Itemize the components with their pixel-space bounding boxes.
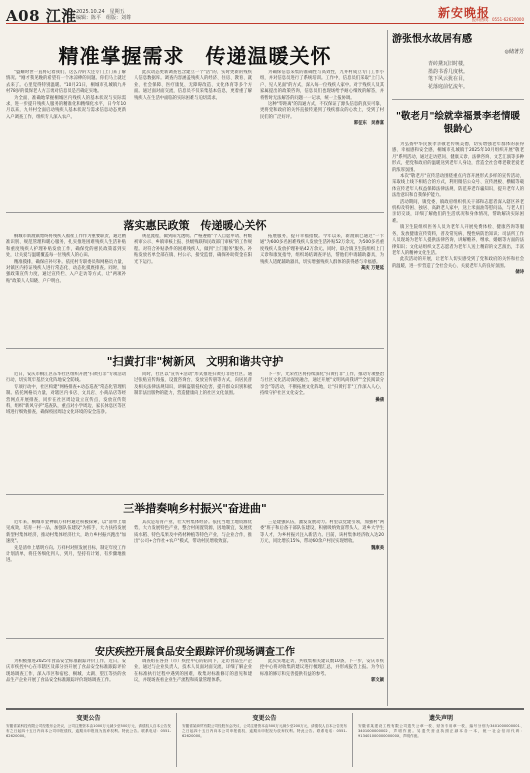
hotline: 报料热线：0551-62620000 [472, 17, 524, 22]
notice-band [6, 708, 524, 768]
paragraph: 其次是培育产业，壮大村集体经济。依托当地土地资源优势，大力发展特色产业，整合村闲置资源，因地制宜，发展优质水稻、特色瓜果及中药材种植等特色产业，与企业合作，推出"公司+合作社+农户"模式，带动村民增收致富。 [134, 520, 252, 545]
divider [6, 348, 384, 349]
article-4-col-1 [6, 520, 126, 634]
paragraph: 此次实地走访，共收集相关建议数10条，下一步，安庆市疾控中心将对收集的建议进行梳理汇总，并形成报告上报。为今后标准的修订和完善提供有益的参考。 [260, 659, 384, 677]
byline: 郭文颖 [371, 678, 384, 684]
notice-body: 安徽省某商贸有限公司经股东会决议，公司注册资本由500万元减少至200万元，请债权人自本公告发布之日起四十五日内向本公司申报债权，逾期未申报视为放弃权利。特此公告。联系电话：0551-62620000。 [182, 724, 347, 738]
notice-1 [6, 713, 171, 768]
paragraph: 下一步，光荣社区将持续深化"扫黄打非"工作，推动专项整治与社区文化活动深度融合，通过开展"文明风尚我讲""全民阅读分享会"等活动，不断拓展文化阵地，让"扫黄打非"工作深入人心，持续守护社区文化安全。 [260, 372, 384, 397]
poem-line: 花落庭前忆流年。 [428, 83, 469, 90]
article-4-col-2 [134, 520, 252, 634]
paragraph: 三是建强队伍，激发发展动力。村里以党建引领，加强村"两委"班子和后备干部队伍建设，积极吸纳致富带头人、返乡大学生等人才，为乡村振兴注入新活力。目前，该村集体经济收入达20万元，同比增长15%，带动60余户村民实现增收。 [260, 520, 384, 545]
poem-line: 青砖黛瓦旧时楼， [428, 61, 469, 67]
article-3-col-3 [260, 372, 384, 489]
poem-author: ◎储著芳 [504, 49, 524, 55]
column-separator [387, 30, 388, 706]
paragraph: 本次"敬老月"宣传活动围绕重点内容开展形式多样的宣传活动，采取线上线下相结合的方式，利用微信公众号、宣传展板、横幅等载体宣传老年人权益保障法律法规、防范养老诈骗知识，提升老年人的法治意识和自我保护能力。 [392, 174, 524, 199]
paragraph: 近日，安庆市桐江区东华社区组织开展"扫黄打非"专项活动行动，切实筑牢基层文化阵地安全防线。 [6, 372, 126, 384]
paragraph: 为弘扬中华民族孝亲敬老传统美德，切实增强老年群体的获得感、幸福感和安全感，桐城市孔城镇于2025年10月组织开展"敬老月"系列活动，通过走访慰问、健康义诊、法律咨询、文艺汇演等多种形式，把党和政府的温暖送到老年人身边，营造全社会尊老敬老爱老的浓厚氛围。 [392, 142, 524, 173]
byline: 魏康美 [371, 545, 384, 551]
divider [6, 638, 384, 639]
notice-title: 变更公告 [252, 715, 277, 722]
byline: 高庆 万楚延 [361, 266, 384, 272]
main-headline: 精准掌握需求 传递温暖关怀 [58, 44, 332, 68]
notice-body: 安徽省某建设工程有限公司遗失公章一枚、财务专用章一枚，编号分别为3401000000001、3401000000002，声明作废。另遗失营业执照正副本各一本，统一社会信用代码：91340100000000000X，声明作废。 [358, 724, 524, 738]
editor-line: 编辑：陈平 组版：刘尊 [76, 15, 132, 21]
paragraph: 此次活动的开展，让老年人切实感受到了党和政府的关怀和社会的温暖，进一步营造了全社会关心、关爱老年人的良好氛围。 [392, 257, 524, 269]
notice-3 [358, 713, 524, 768]
paragraph: 规范流程，做到阳光透明。严格遵循"个人自愿申请、村级初审公示、乡镇审核上报、县级残联和民政部门审核"的工作规程。对符合补贴条件的困难残疾人，做到"上门服务"服务。补贴发放名单全部在镇、村公示，接受监督，确保补助资金在阳光下运行。 [134, 234, 252, 265]
poem-title: 游张恨水故居有感 [392, 34, 472, 45]
feature-headline: "敬老月"绘就幸福景李老情暖银龄心 [396, 111, 520, 135]
paragraph: 专项行动中，社区构建"网格排查+动态巡查"常态化管理机制。依托网格员力量，对辖区内书店、文具店、小商品店等经营网点开展排查，同步在社区周边设立宣传点，发放宣传资料，组织"新风守护"巡查队，重点对小学周边、家长休息区等区域进行细致排查，确保校园周边文化环境的安全洁净。 [6, 384, 126, 416]
paragraph: 此次动态更新调查包含建立一个"活"的、实时更新的残疾人信息数据库。调查内容涵盖残疾人的经济、住房、教育、就业、社会保障、医疗康复、无障碍改造、文化体育等多个方面。通过面对面交流，信息员不仅采集基本信息，更着重了解残疾人在生活中面临的实际困难与迫切需求。 [134, 70, 252, 101]
divider [6, 212, 384, 213]
notice-2 [182, 713, 347, 768]
article-4-headline: 三举措奏响乡村振兴"奋进曲" [123, 502, 267, 515]
paragraph: 桐城市新渡镇始终将残疾人福祉工作作为重要职责，通过精准识别、规范管理和暖心服务，扎实推进困难残疾人生活补贴和重度残疾人护理补贴发放工作，确保党的惠民政策落到实处，让关爱与温暖覆盖每一位残疾人的心田。 [6, 234, 126, 259]
masthead [6, 4, 524, 24]
article-2-col-2 [134, 234, 252, 344]
divider [6, 494, 384, 495]
sidebar [392, 30, 524, 730]
paragraph: 精准摸排，确保应补尽补。依托村专职委员和网格员力量，对镇区内持证残疾人进行常态化、动态化摸底排查。同时，加强政策宣传力度，通过宣传栏、入户走访等方式，让"两项补贴"政策人人知晓、户户明白。 [6, 259, 126, 284]
notice-body: 安徽省某科技有限公司经股东会决议，公司注册资本由1000万元减少至500万元，请债权人自本公告发布之日起四十五日内向本公司申报债权，逾期未申报视为放弃权利。特此公告。联系电话：0551-62620000。 [6, 724, 171, 738]
article-5-headline: 安庆疾控开展食品安全跟踪评价现场调查工作 [95, 647, 295, 658]
feature-body [392, 142, 524, 687]
notice-divider [352, 713, 353, 767]
paragraph: 为全面、准确地掌握桐城区内残疾人的基本状况与实际需求，进一步提升残疾人服务的精准化和精细化水平，日今年10月以来，九井村全面启动残疾人基本状况与需求信息动态更新入户调查工作，组织专人深入农户。 [6, 95, 126, 120]
paragraph: 拓展服务，提升幸福指数。今年以来，新渡镇已通过"一卡通"为600多名困难残疾人发放生活补贴52万余元，为500多名重度残疾人发放护理补贴42万余元。同时，联合镇卫生院组织上门义诊和康复指导，组织场结调查评估，帮他们申请辅助器具，为残疾人适配辅助器具，切实增强残疾人群体的获得感与幸福感。 [260, 234, 384, 265]
article-5-col-3 [260, 659, 384, 704]
article-2-headline: 落实惠民政策 传递暖心关怀 [123, 219, 267, 232]
article-2-col-3 [260, 234, 384, 344]
notice-title: 变更公告 [76, 715, 101, 722]
paragraph: 镇卫生院组织医务人员为老年人开展免费体检、健康咨询等服务，发放健康宣传资料，普及常见病、慢性病防治知识；司法所工作人员现场为老年人提供法律咨询，讲解赡养、继承、婚姻等方面的法律知识；文化站组织文艺志愿者为老年人送上精彩的文艺演出，丰富老年人的精神文化生活。 [392, 225, 524, 256]
article-3-headline: "扫黄打非"树新风 文明和谐共守护 [106, 355, 284, 368]
byline: 操倩 [375, 397, 384, 403]
article-5-col-1 [6, 659, 126, 704]
main-article-col-1 [6, 70, 126, 205]
paragraph: 调查组在各县（市）疾控中心的陪同下，走访食品生产企业，通过与企业负责人、技术人员面对面交流，详细了解企业在标准执行过程中遇到的困难，收集对标准修订的意见和建议，并现场查看企业生产流程和质量管理体系。 [134, 659, 252, 684]
paragraph: 这种"零距离"的沟通方式，不仅保证了源头信息的真实可靠，更将党和政府的关怀直接传递到了残疾群众的心坎上，受到了村民们的广泛好评。 [260, 102, 384, 120]
paragraph: "盛耀时世一直将记着我们，这么冷的天还专门上门来了解情况。"刚才我见晚的希望有一个冰凉棒的问题。你们马上就过去来了。心里觉得特别温暖。"10月21日，桐城市孔城镇九井村78岁的低保老人方言勇对信息员是否确定实地。 [6, 70, 126, 95]
article-3-col-1 [6, 372, 126, 489]
paragraph: 近年来，桐城市金神镇万祥村通过积极探索，以"清单上墙见成效，培育一村一品，加强队伍建设"为抓手，大力扶持发展新型村集体经济，推动村集体经济壮大，助力乡村振兴跑出"加速度"。 [6, 520, 126, 545]
article-3-col-2 [134, 372, 252, 489]
notice-title: 遗失声明 [428, 715, 453, 722]
paragraph: 活动期间，镇党委、镇政府组织机关干部和志愿者深入辖区养老机构及特困、独居、高龄老人家中，送上米面油等慰问品，与老人们亲切交谈，详细了解他们的生活状况和身体情况，帮助解决实际困难。 [392, 199, 524, 224]
article-5-col-2 [134, 659, 252, 704]
paragraph: 先是清单上墙明方向。万祥村对照发展目标，制定年度工作计划清单，将任务细化到人、到月，坚持有计划、有步骤地推进。 [6, 545, 126, 564]
poem [428, 61, 524, 91]
poem-line: 墨韵书香几度秋。 [428, 68, 469, 75]
byline: 郭征东 吴春富 [353, 121, 384, 127]
newspaper-logo: 新安晚报 [437, 6, 490, 20]
article-4-col-3 [260, 520, 384, 634]
masthead-meta [76, 9, 131, 21]
article-2-col-1 [6, 234, 126, 344]
paragraph: 同时，社区以"宣传+活动"形式推进扫黄打非进社区。通过张贴宣传海报、设置咨询台、发放宣传册等方式，向居民普及相关法律法规知识，讲解盗版侵权危害，提升群众识别和抵制非法出版物的能力，营造健康向上的社区文化氛围。 [134, 372, 252, 397]
page-label: A08 江淮 [6, 7, 77, 25]
paragraph: 为积极推进2025年食品安全标准跟踪评价工作，近日，安庆市疾控中心在市辖区及部分县开展了食品安全标准跟踪评价现场调查工作，深入市区和宿松、桐城、太湖、望江等县的食品生产企业开展了食品安全标准跟踪评价现场调查工作。 [6, 659, 126, 684]
main-article-col-3 [260, 70, 384, 205]
date-line: 2025.10.24 星期五 [76, 9, 125, 15]
paragraph: 为确保信息采集的准确性与高效性，九井村成立专门工作小组，并对信息员进行了系统培训。工作中，信息员们采取"上门入户、见人见面"的方式，深入每一位残疾人家中。对于残疾人及其家属提出的政策咨询，信息员们也现场给予耐心细致的解答，并将暂时无法解答的问题一一记录，统一上报协调。 [260, 70, 384, 101]
sidebar-divider [392, 99, 524, 100]
notice-divider [176, 713, 177, 767]
main-article-col-2 [134, 70, 252, 205]
byline: 储诗 [515, 270, 524, 276]
poem-line: 笔下风云犹在目， [428, 76, 469, 82]
